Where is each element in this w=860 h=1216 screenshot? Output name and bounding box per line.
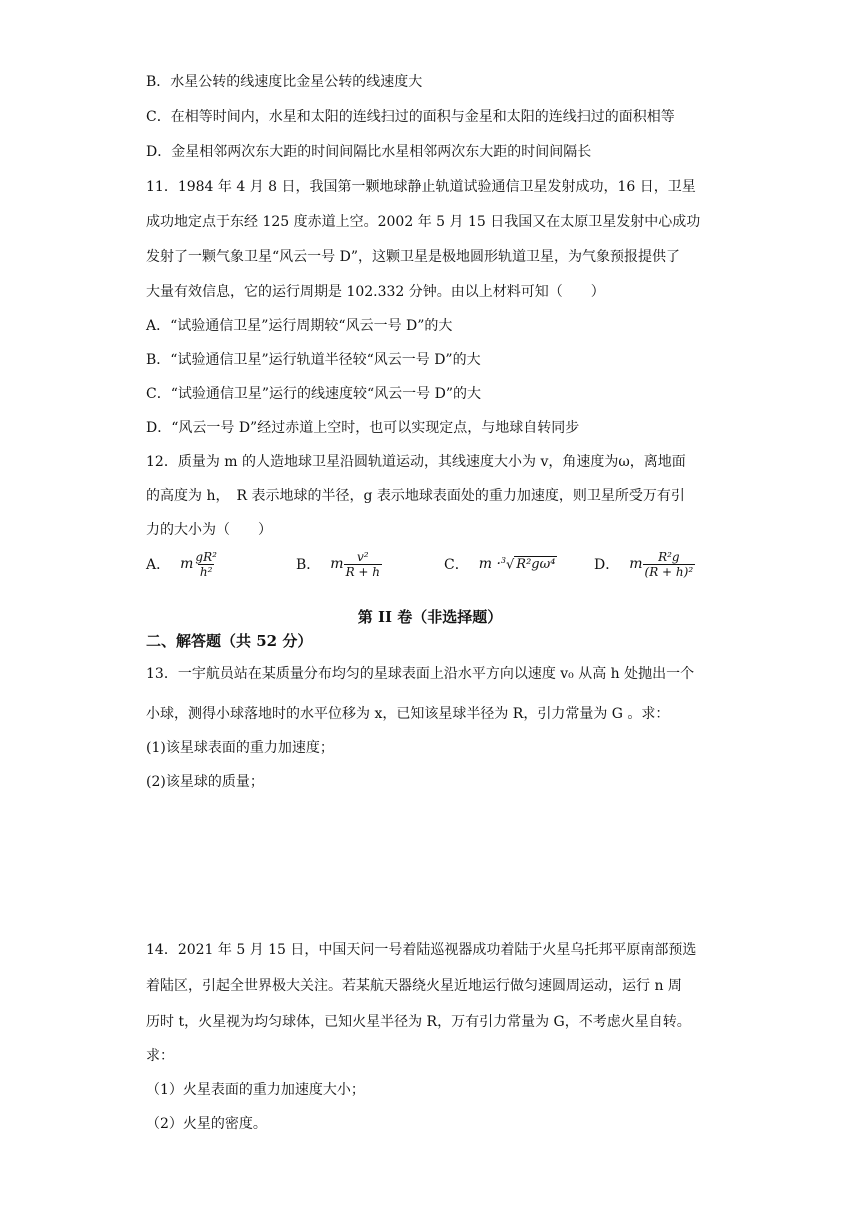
q12-option-a [146, 544, 219, 584]
q10-option-d: D．金星相邻两次东大距的时间间隔比水星相邻两次东大距的时间间隔长 [146, 144, 592, 160]
q13-stem-line-1: 13．一宇航员站在某质量分布均匀的星球表面上沿水平方向以速度 v₀ 从高 h 处抛出一个 [146, 666, 695, 682]
q10-option-b: B．水星公转的线速度比金星公转的线速度大 [146, 74, 423, 90]
part-heading: 二、解答题（共 52 分） [146, 632, 313, 650]
fraction [344, 550, 382, 579]
fraction [643, 550, 696, 579]
q11-option-a: A．“试验通信卫星”运行周期较“风云一号 D”的大 [146, 318, 453, 334]
q11-option-c: C．“试验通信卫星”运行的线速度较“风云一号 D”的大 [146, 386, 482, 402]
q12-stem-line-2: 的高度为 h， R 表示地球的半径，g 表示地球表面处的重力加速度，则卫星所受万有引 [146, 488, 685, 504]
q12-stem-line-3: 力的大小为（ ） [146, 522, 272, 538]
cube-root: $^3$√ R²gω⁴ [500, 555, 556, 573]
formula-prefix: m [330, 556, 344, 572]
q12-option-c [444, 544, 557, 584]
formula-prefix: m · [478, 556, 501, 572]
q12-option-b [296, 544, 382, 584]
q13-part-2: (2)该星球的质量； [146, 774, 264, 790]
q11-stem-line-1: 11．1984 年 4 月 8 日，我国第一颗地球静止轨道试验通信卫星发射成功，16 日，卫星 [146, 179, 696, 195]
q13-stem-line-2: 小球，测得小球落地时的水平位移为 x，已知该星球半径为 R，引力常量为 G 。求： [146, 706, 670, 722]
q12-options [146, 544, 726, 584]
numerator: gR² [195, 549, 217, 564]
formula-prefix: m [180, 556, 194, 572]
option-letter: B． [296, 557, 321, 573]
option-letter: D． [594, 557, 620, 573]
denominator: R + h [345, 564, 381, 579]
q14-part-2: （2）火星的密度。 [146, 1116, 267, 1132]
q11-stem-line-3: 发射了一颗气象卫星“风云一号 D”，这颗卫星是极地圆形轨道卫星，为气象预报提供了 [146, 249, 680, 265]
q14-part-1: （1）火星表面的重力加速度大小； [146, 1082, 365, 1098]
root-index: 3 [500, 555, 506, 565]
q11-option-b: B．“试验通信卫星”运行轨道半径较“风云一号 D”的大 [146, 352, 481, 368]
q14-stem-line-1: 14．2021 年 5 月 15 日，中国天问一号着陆巡视器成功着陆于火星乌托邦平原南部预选 [146, 942, 697, 958]
q11-stem-line-2: 成功地定点于东经 125 度赤道上空。2002 年 5 月 15 日我国又在太原卫星发射中心成功 [146, 214, 701, 230]
denominator: (R + h)² [644, 564, 694, 579]
formula-prefix: m [629, 556, 643, 572]
q11-stem-line-4: 大量有效信息，它的运行周期是 102.332 分钟。由以上材料可知（ ） [146, 284, 605, 300]
radicand: R²gω⁴ [516, 557, 556, 573]
q13-part-1: (1)该星球表面的重力加速度； [146, 740, 334, 756]
q11-option-d: D．“风云一号 D”经过赤道上空时，也可以实现定点，与地球自转同步 [146, 420, 580, 436]
q14-stem-line-3: 历时 t，火星视为均匀球体，已知火星半径为 R，万有引力常量为 G，不考虑火星自转。 [146, 1014, 691, 1030]
numerator: v² [357, 549, 369, 564]
q14-stem-line-4: 求： [146, 1048, 174, 1064]
q10-option-c: C．在相等时间内，水星和太阳的连线扫过的面积与金星和太阳的连线扫过的面积相等 [146, 109, 675, 125]
q12-option-d [594, 544, 695, 584]
denominator: h² [199, 564, 213, 579]
option-letter: A． [146, 557, 171, 573]
fraction [193, 550, 219, 579]
section-title: 第 II 卷（非选择题） [357, 608, 503, 626]
q14-stem-line-2: 着陆区，引起全世界极大关注。若某航天器绕火星近地运行做匀速圆周运动，运行 n 周 [146, 978, 682, 994]
option-letter: C． [444, 557, 469, 573]
numerator: R²g [658, 549, 680, 564]
q12-stem-line-1: 12．质量为 m 的人造地球卫星沿圆轨道运动，其线速度大小为 v，角速度为ω，离地面 [146, 454, 686, 470]
